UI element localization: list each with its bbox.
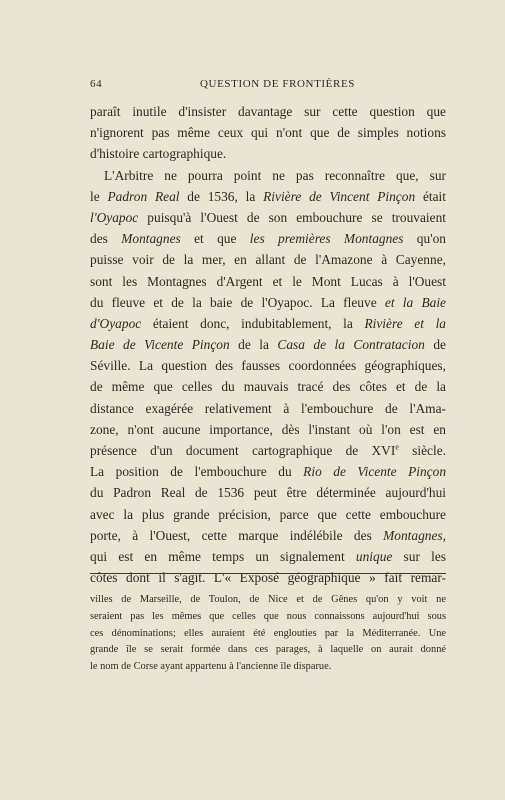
text-line: du Padron Real de 1536 peut être déterminée aujourd'hui — [90, 485, 446, 501]
footnote-line: le nom de Corse ayant appartenu à l'ancienne île disparue. — [90, 661, 332, 673]
text-line: le Padron Real de 1536, la Rivière de Vincent Pinçon était — [90, 188, 446, 204]
running-title: QUESTION DE FRONTIÈRES — [200, 78, 355, 90]
text-line: puisse voir de la mer, en allant de l'Amazone à Cayenne, — [90, 252, 446, 268]
text-line: d'Oyapoc étaient donc, indubitablement, la Rivière et la — [90, 315, 446, 331]
text-line: sont les Montagnes d'Argent et le Mont Lucas à l'Ouest — [90, 273, 446, 289]
text-line: porte, à l'Ouest, cette marque indélébile des Montagnes, — [90, 527, 446, 543]
text-line: La position de l'embouchure du Rio de Vicente Pinçon — [90, 464, 447, 480]
text-line: n'ignorent pas même ceux qui n'ont que de simples notions — [90, 125, 446, 141]
text-line: l'Oyapoc puisqu'à l'Ouest de son embouchure se trouvaient — [90, 209, 446, 225]
text-line: Baie de Vicente Pinçon de la Casa de la Contratacion de — [90, 337, 446, 353]
footnote-line: grande île se serait formée dans ces parages, à laquelle on aurait donné — [90, 644, 446, 656]
footnote-line: seraient pas les mêmes que celles que nous connaissons aujourd'hui sous — [90, 610, 446, 622]
footnote-line: ces dénominations; elles auraient été englouties par la Méditerranée. Une — [90, 627, 446, 639]
text-line: zone, n'ont aucune importance, dès l'instant où l'on est en — [90, 421, 446, 437]
text-line: avec la plus grande précision, parce que cette embouchure — [90, 506, 446, 522]
text-line: paraît inutile d'insister davantage sur cette question que — [90, 104, 446, 119]
text-line: distance exagérée relativement à l'embouchure de l'Ama- — [90, 400, 446, 416]
text-line: qui est en même temps un signalement unique sur les — [90, 548, 447, 564]
footnote — [90, 592, 446, 676]
text-line: L'Arbitre ne pourra point ne pas reconnaître que, sur — [104, 167, 446, 183]
text-line: de même que celles du mauvais tracé des côtes et de la — [90, 379, 446, 395]
text-line: côtes dont il s'agit. L'« Exposé géographique » fait remar- — [90, 570, 446, 586]
text-line: d'histoire cartographique. — [90, 146, 227, 162]
text-line: Séville. La question des fausses coordonnées géographiques, — [90, 358, 446, 374]
footnote-line: villes de Marseille, de Toulon, de Nice et de Gênes qu'on y voit ne — [90, 594, 446, 605]
page-number: 64 — [90, 78, 103, 90]
text-line: du fleuve et de la baie de l'Oyapoc. La fleuve et la Baie — [90, 294, 446, 310]
text-line: présence d'un document cartographique de XVIe siècle. — [90, 442, 446, 458]
main-text — [90, 101, 446, 588]
text-line: des Montagnes et que les premières Montagnes qu'on — [90, 231, 447, 247]
footnote-divider — [90, 573, 446, 574]
